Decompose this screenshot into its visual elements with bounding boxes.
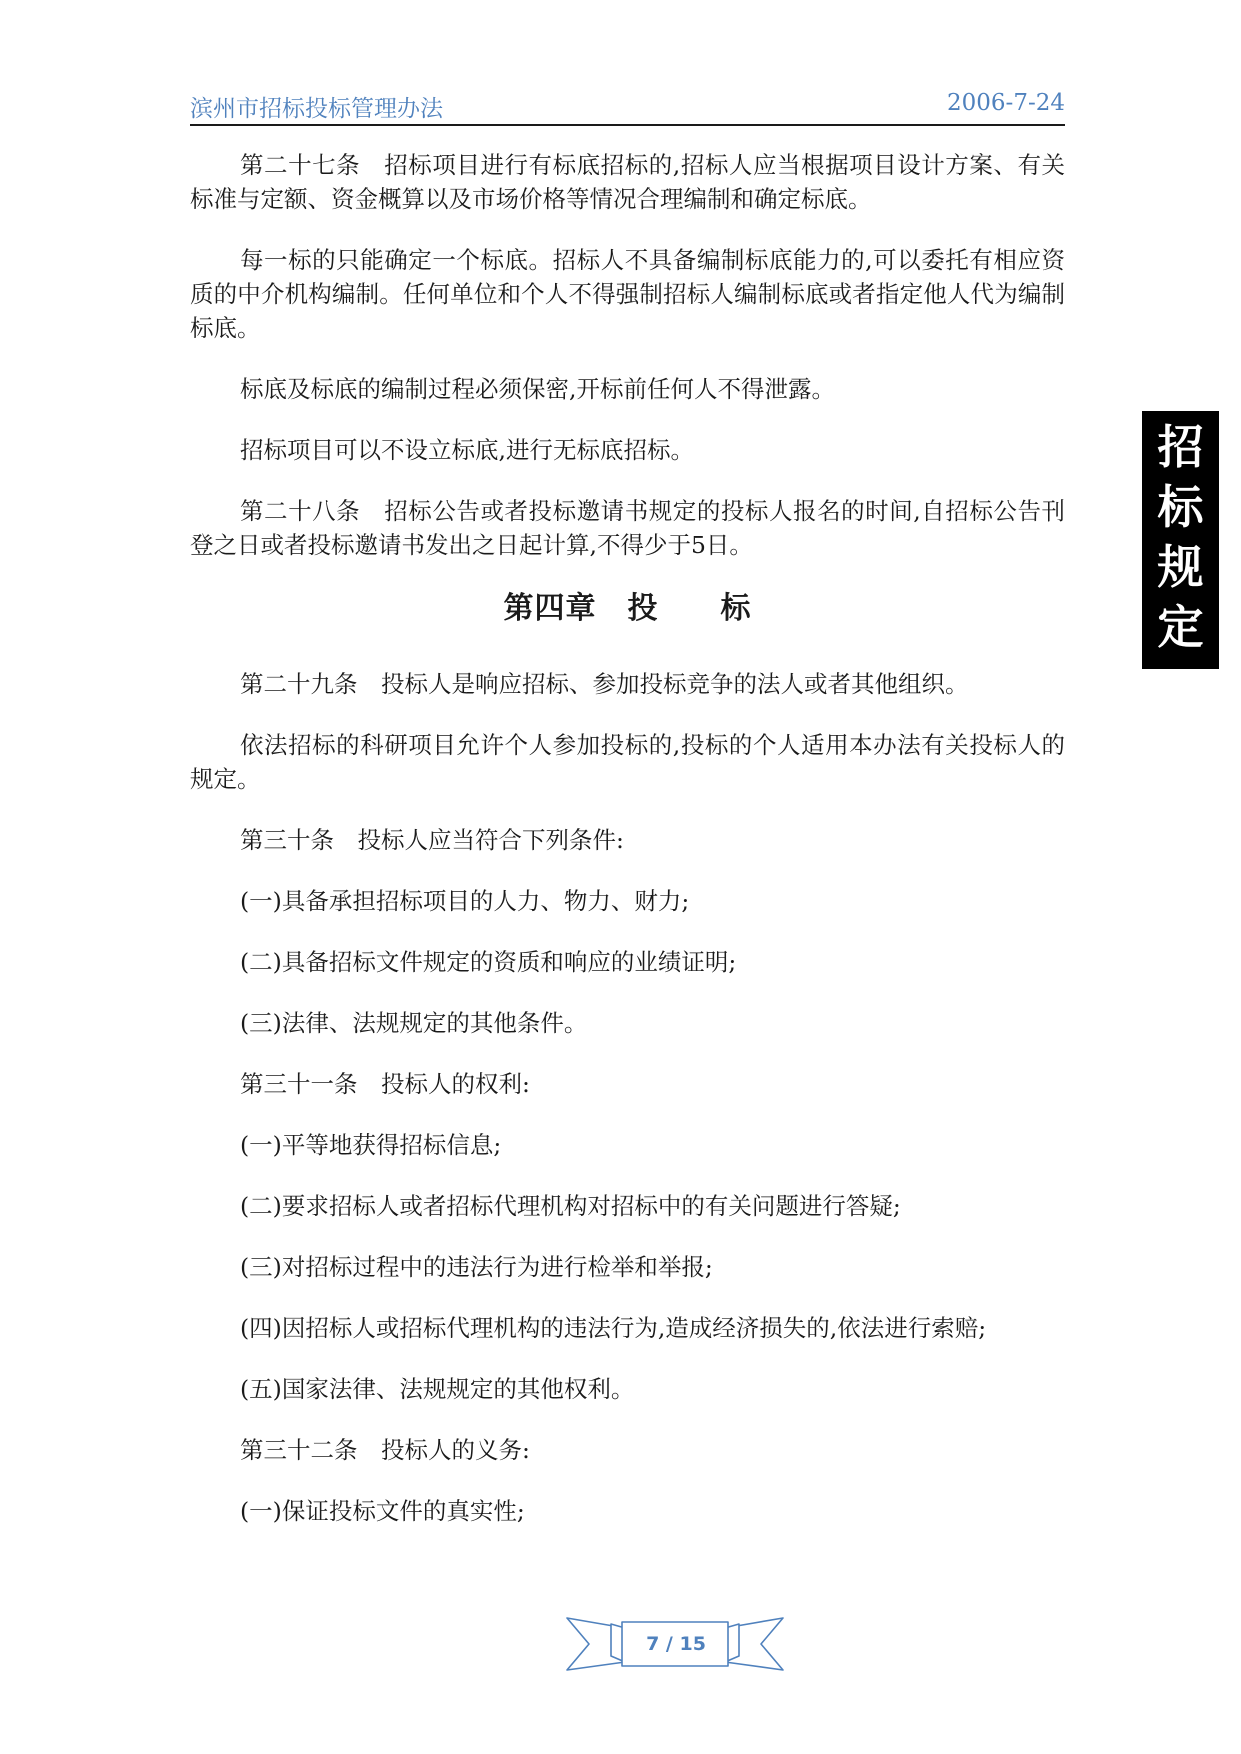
paragraph: 招标项目可以不设立标底,进行无标底招标。	[240, 436, 694, 464]
page-body	[190, 148, 1065, 1555]
section-side-tab	[1142, 411, 1219, 669]
page-header	[190, 88, 1065, 126]
list-item: (一)平等地获得招标信息;	[240, 1131, 502, 1159]
document-date: 2006-7-24	[947, 90, 1065, 116]
side-tab-char: 规	[1157, 540, 1204, 594]
chapter-heading: 第四章 投 标	[503, 591, 752, 626]
side-tab-char: 定	[1157, 600, 1204, 654]
paragraph: 每一标的只能确定一个标底。招标人不具备编制标底能力的,可以委托有相应资质的中介机构编制。任何单位和个人不得强制招标人编制标底或者指定他人代为编制标底。	[190, 246, 1065, 342]
side-tab-char: 标	[1157, 480, 1204, 534]
paragraph: 第二十八条 招标公告或者投标邀请书规定的投标人报名的时间,自招标公告刊登之日或者投标邀请书发出之日起计算,不得少于5日。	[190, 497, 1065, 559]
paragraph: 第三十二条 投标人的义务:	[240, 1436, 530, 1464]
paragraph: 第二十九条 投标人是响应招标、参加投标竞争的法人或者其他组织。	[240, 670, 969, 698]
list-item: (四)因招标人或招标代理机构的违法行为,造成经济损失的,依法进行索赔;	[240, 1314, 987, 1342]
side-tab-char: 招	[1157, 420, 1204, 474]
list-item: (三)对招标过程中的违法行为进行检举和举报;	[240, 1253, 713, 1281]
paragraph: 第二十七条 招标项目进行有标底招标的,招标人应当根据项目设计方案、有关标准与定额、资金概算以及市场价格等情况合理编制和确定标底。	[190, 151, 1065, 213]
paragraph: 依法招标的科研项目允许个人参加投标的,投标的个人适用本办法有关投标人的规定。	[190, 731, 1065, 793]
list-item: (二)要求招标人或者招标代理机构对招标中的有关问题进行答疑;	[240, 1192, 901, 1220]
list-item: (二)具备招标文件规定的资质和响应的业绩证明;	[240, 948, 737, 976]
list-item: (一)保证投标文件的真实性;	[240, 1497, 525, 1525]
document-title: 滨州市招标投标管理办法	[190, 96, 443, 122]
paragraph: 第三十条 投标人应当符合下列条件:	[240, 826, 624, 854]
page-number: 7 / 15	[646, 1633, 706, 1655]
list-item: (一)具备承担招标项目的人力、物力、财力;	[240, 887, 690, 915]
paragraph: 第三十一条 投标人的权利:	[240, 1070, 530, 1098]
paragraph: 标底及标底的编制过程必须保密,开标前任何人不得泄露。	[240, 375, 835, 403]
list-item: (三)法律、法规规定的其他条件。	[240, 1009, 588, 1037]
list-item: (五)国家法律、法规规定的其他权利。	[240, 1375, 635, 1403]
